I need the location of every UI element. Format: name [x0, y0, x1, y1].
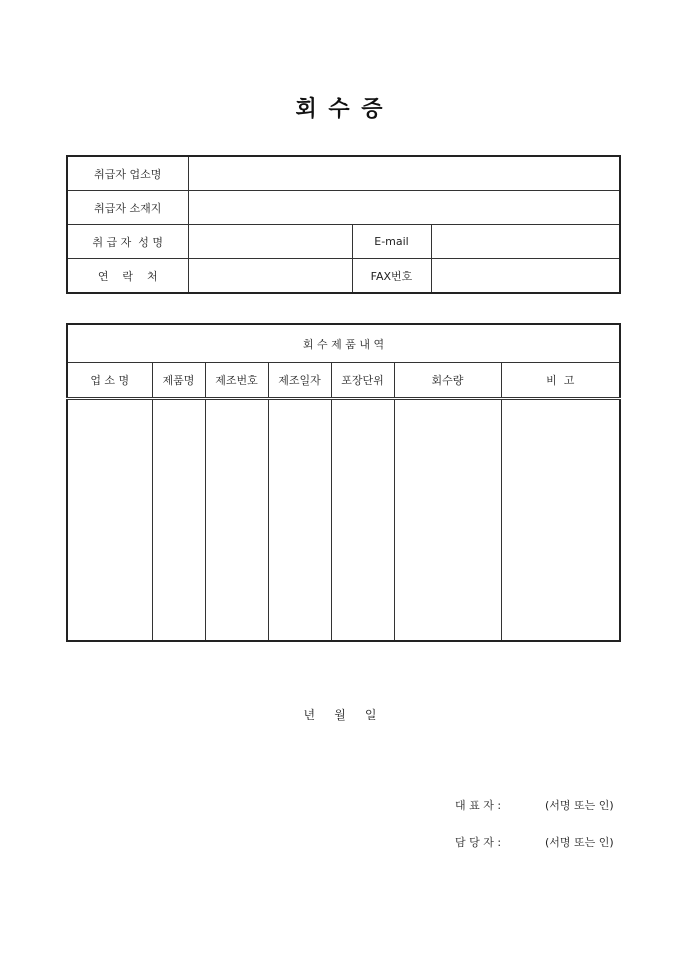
- column-header-product-name: 제품명: [152, 363, 205, 399]
- column-header-business-name: 업 소 명: [67, 363, 152, 399]
- contact-field[interactable]: [188, 259, 352, 294]
- remarks-cell[interactable]: [501, 399, 620, 642]
- column-header-lot-number: 제조번호: [205, 363, 268, 399]
- table-caption: 회 수 제 품 내 역: [67, 324, 620, 363]
- recalled-products-table: [66, 323, 621, 642]
- document-title: 회 수 증: [295, 97, 385, 122]
- handler-name-field[interactable]: [188, 225, 352, 259]
- business-name-label: 취급자 업소명: [67, 156, 188, 191]
- email-field[interactable]: [431, 225, 620, 259]
- contact-label: 연 락 처: [67, 259, 188, 294]
- representative-label: 대 표 자 :: [455, 799, 502, 812]
- handler-info-table: [66, 155, 621, 294]
- column-header-manufacture-date: 제조일자: [268, 363, 331, 399]
- address-label: 취급자 소재지: [67, 191, 188, 225]
- column-header-recall-quantity: 회수량: [394, 363, 501, 399]
- manufacture-date-cell[interactable]: [268, 399, 331, 642]
- manager-signature: [455, 834, 614, 850]
- recall-quantity-cell[interactable]: [394, 399, 501, 642]
- fax-label: FAX번호: [352, 259, 431, 294]
- column-header-package-unit: 포장단위: [331, 363, 394, 399]
- manager-sign-note: (서명 또는 인): [545, 836, 614, 849]
- manager-label: 담 당 자 :: [455, 836, 502, 849]
- product-name-cell[interactable]: [152, 399, 205, 642]
- representative-sign-note: (서명 또는 인): [545, 799, 614, 812]
- handler-name-label: 취 급 자 성 명: [67, 225, 188, 259]
- package-unit-cell[interactable]: [331, 399, 394, 642]
- representative-signature: [455, 797, 614, 813]
- column-header-remarks: 비 고: [501, 363, 620, 399]
- address-field[interactable]: [188, 191, 620, 225]
- email-label: E-mail: [352, 225, 431, 259]
- business-name-field[interactable]: [188, 156, 620, 191]
- fax-field[interactable]: [431, 259, 620, 294]
- date-line: 년 월 일: [303, 708, 377, 722]
- business-name-cell[interactable]: [67, 399, 152, 642]
- lot-number-cell[interactable]: [205, 399, 268, 642]
